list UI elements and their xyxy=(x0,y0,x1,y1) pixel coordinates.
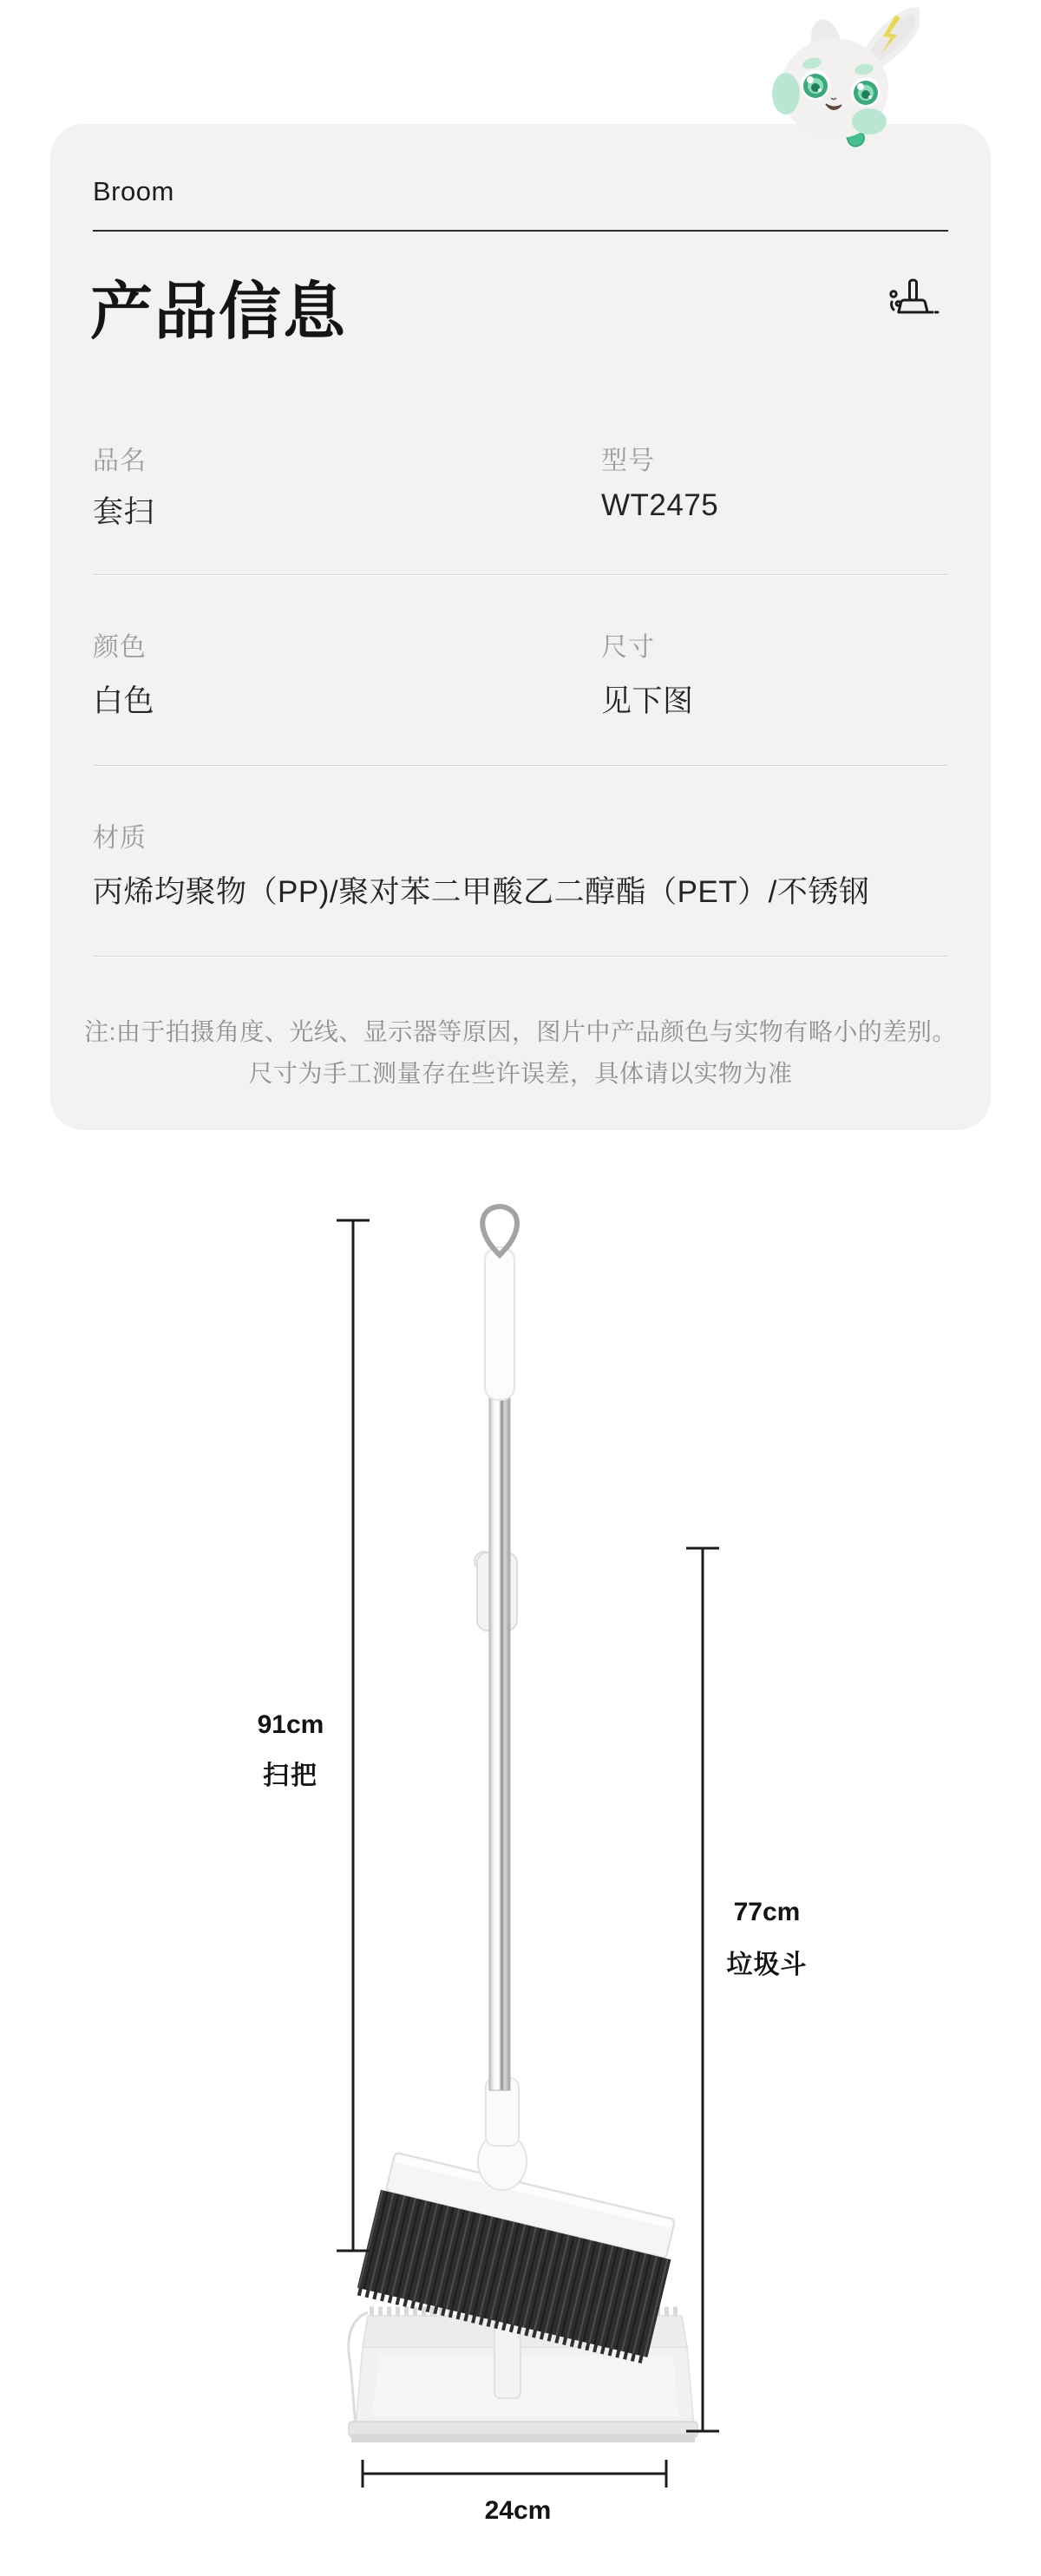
card-eyebrow: Broom xyxy=(93,176,174,206)
broom-illustration xyxy=(357,1206,680,2361)
width-line xyxy=(363,2460,666,2488)
field-label-name: 品名 xyxy=(93,447,147,475)
rabbit-eye-left xyxy=(801,70,830,100)
divider xyxy=(93,765,948,767)
field-label-model: 型号 xyxy=(601,447,655,475)
field-value-name: 套扫 xyxy=(93,495,155,529)
broom-height-value: 91cm xyxy=(257,1710,324,1739)
product-info-card xyxy=(50,124,991,1130)
broom-grip xyxy=(485,1247,514,1400)
width-value: 24cm xyxy=(484,2496,552,2525)
broom-height-label: 扫把 xyxy=(263,1762,318,1790)
broom-height-line xyxy=(337,1220,370,2251)
field-label-material: 材质 xyxy=(93,824,147,853)
divider xyxy=(93,230,948,232)
broom-sweep-icon xyxy=(885,276,940,331)
field-label-color: 颜色 xyxy=(93,633,147,662)
dustpan-height-value: 77cm xyxy=(733,1898,801,1926)
dustpan-height-label: 垃圾斗 xyxy=(726,1951,808,1979)
field-value-size: 见下图 xyxy=(601,684,694,718)
field-value-material: 丙烯均聚物（PP)/聚对苯二甲酸乙二醇酯（PET）/不锈钢 xyxy=(93,875,870,909)
note-line-2: 尺寸为手工测量存在些许误差，具体请以实物为准 xyxy=(248,1060,793,1087)
dimension-diagram xyxy=(0,1154,1041,2576)
field-value-model: WT2475 xyxy=(601,488,719,522)
divider xyxy=(93,574,948,576)
mint-patch xyxy=(772,73,800,114)
field-value-color: 白色 xyxy=(93,684,155,718)
broom-pole xyxy=(489,1396,510,2090)
mint-patch xyxy=(852,108,887,134)
rabbit-eye-right xyxy=(851,77,881,107)
page-title: 产品信息 xyxy=(90,278,348,347)
field-label-size: 尺寸 xyxy=(601,633,655,662)
rabbit-mascot xyxy=(763,0,920,152)
dustpan-height-line xyxy=(686,1548,719,2431)
note-line-1: 注:由于拍摄角度、光线、显示器等原因，图片中产品颜色与实物有略小的差别。 xyxy=(84,1018,957,1045)
divider xyxy=(93,956,948,958)
